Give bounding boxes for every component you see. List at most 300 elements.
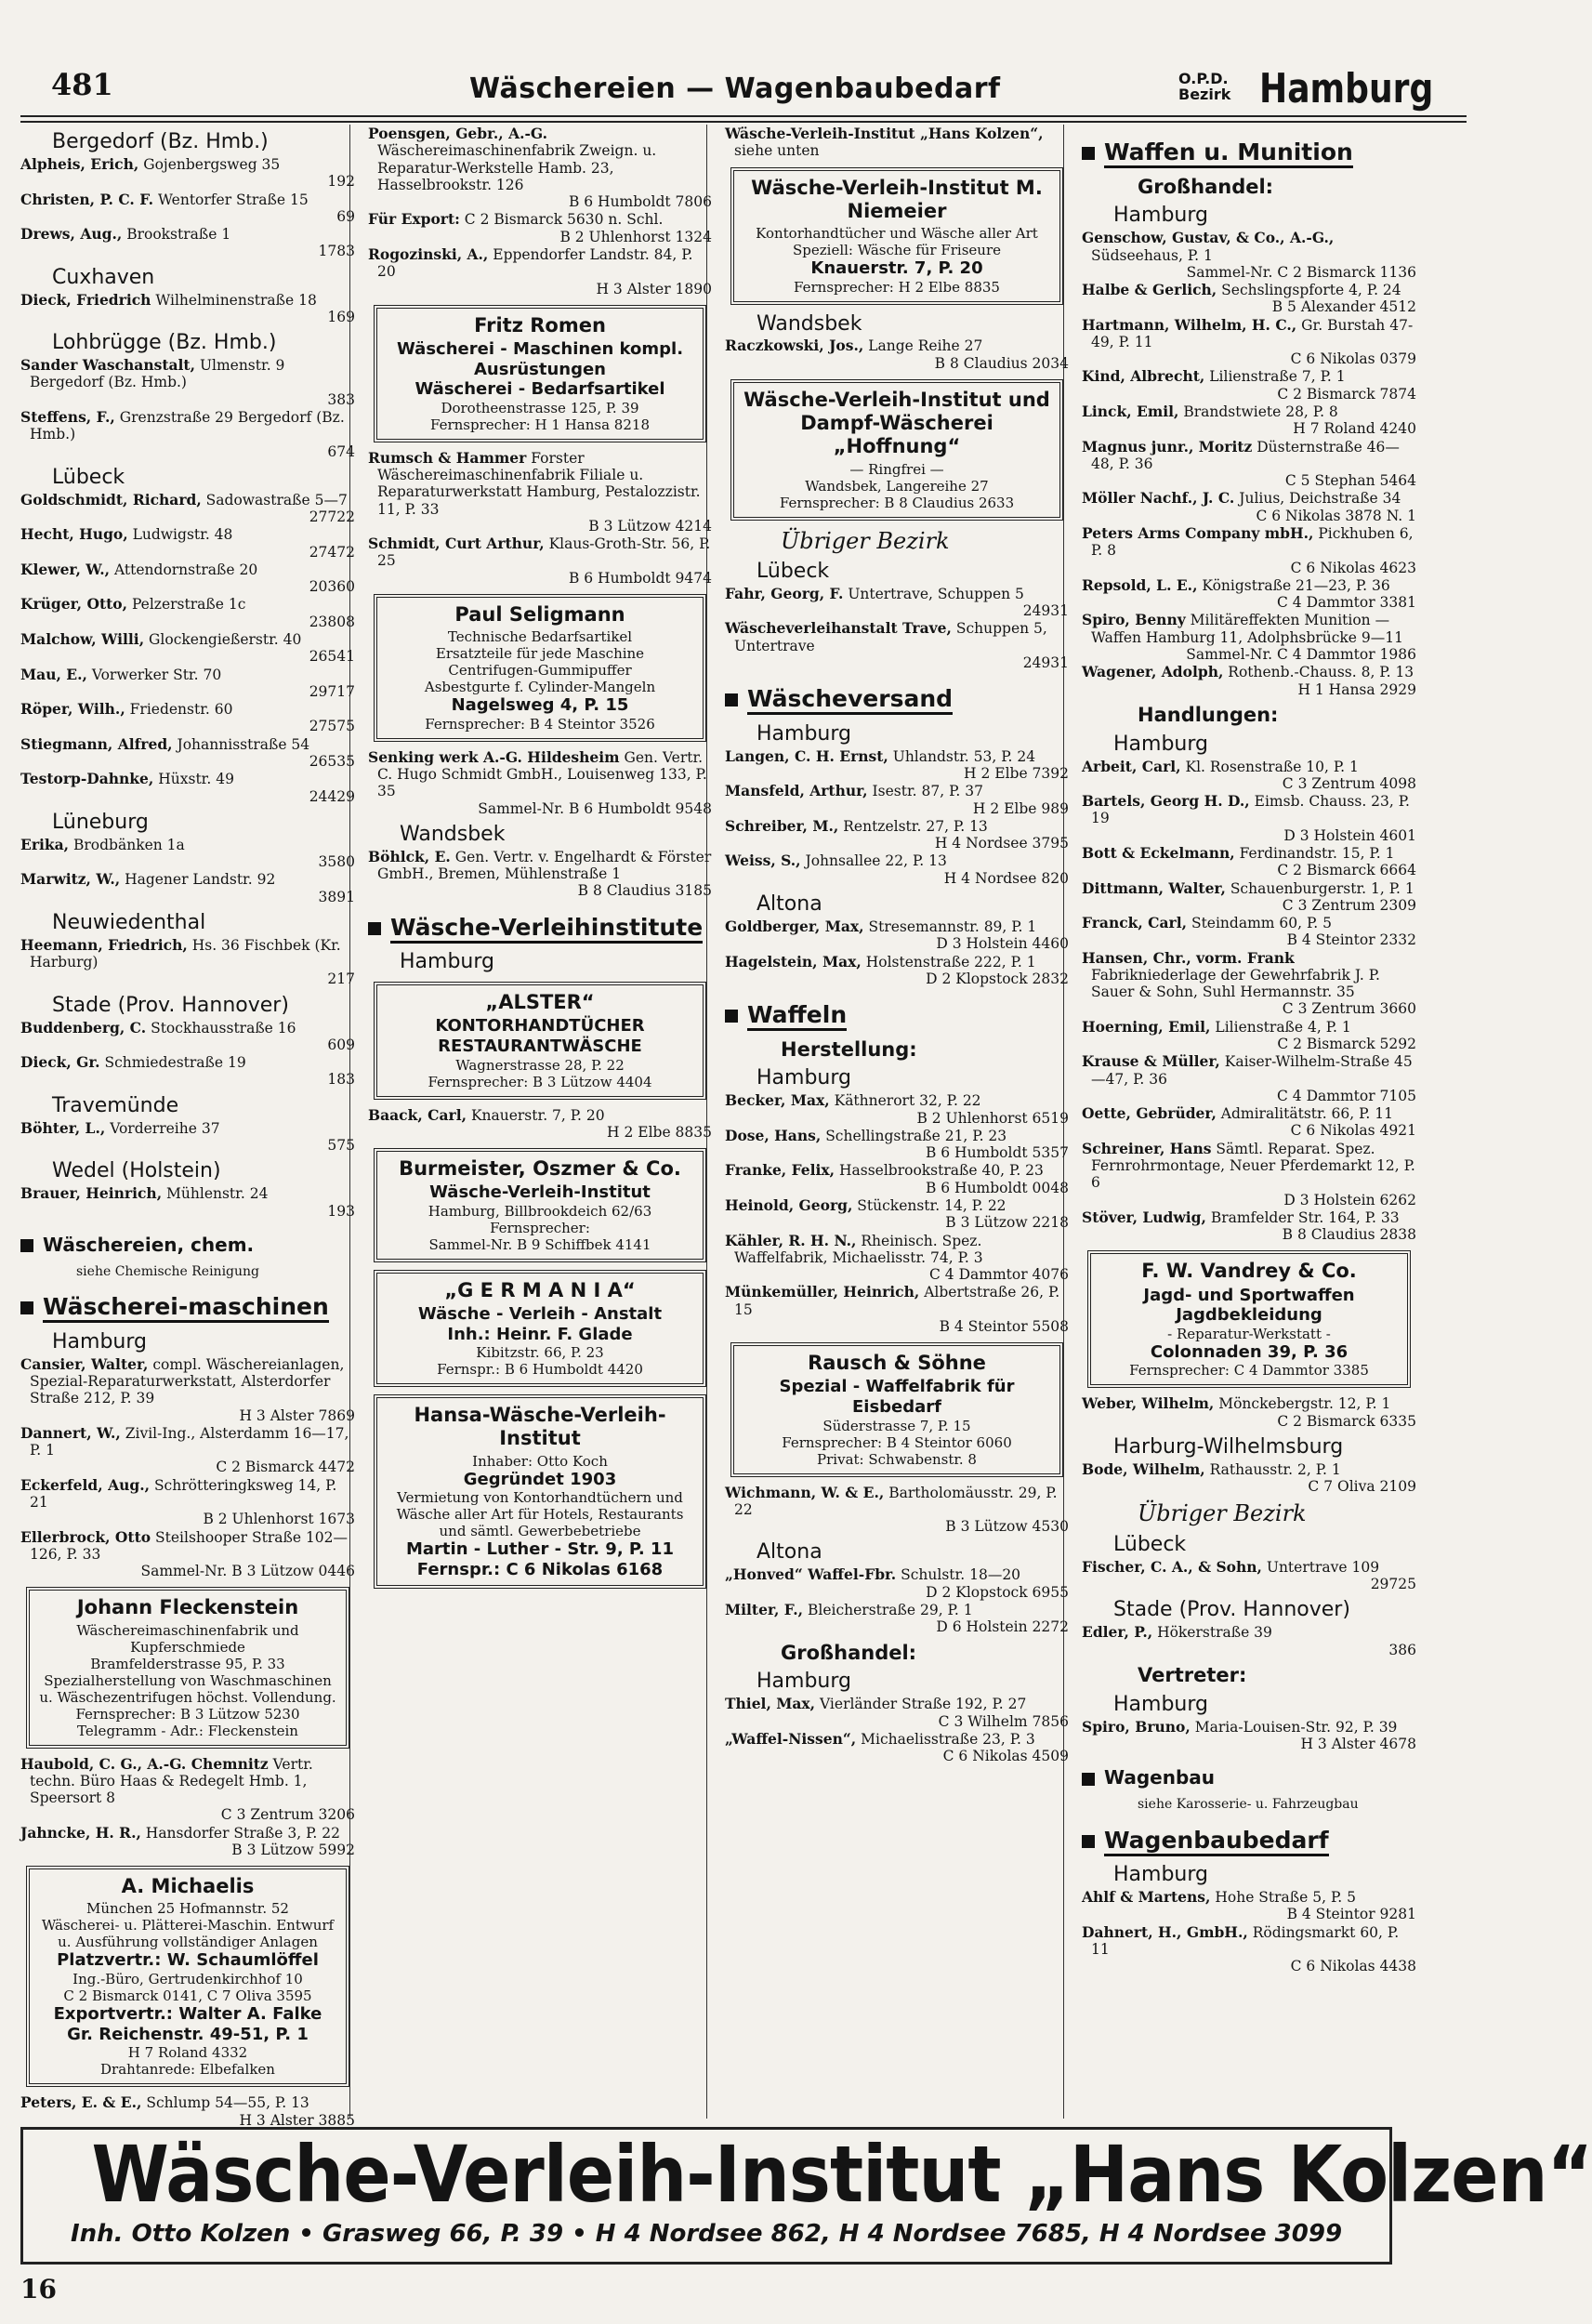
advertisement-hoffnung: Wäsche-Verleih-Institut und Dampf-Wäscherei „Hoffnung“ — Ringfrei — Wandsbek, Langereihe 27 Fernsprecher: B 8 Claudius 2633 [730, 379, 1063, 521]
entry-name: Genschow, Gustav, & Co., A.-G., [1082, 229, 1335, 247]
advertisement-seligmann: Paul Seligmann Technische Bedarfsartikel Ersatzteile für jede Maschine Centrifugen-Gummipuffer Asbestgurte f. Cylinder-Mangeln Nagelsweg 4, P. 15 Fernsprecher: B 4 Steintor 3526 [374, 594, 706, 742]
entry-phone: C 3 Zentrum 4098 [1282, 774, 1416, 792]
entry-name: Kähler, R. H. N., [725, 1231, 857, 1249]
entry-phone: C 3 Zentrum 3660 [1282, 1000, 1416, 1018]
entry-name: Ellerbrock, Otto [20, 1527, 151, 1546]
place-heading: Hamburg [1113, 1863, 1208, 1887]
entry-phone: 575 [327, 1137, 355, 1154]
entry-list [20, 492, 355, 805]
entry-text: Rödingsmarkt 60, P. 11 [1091, 1923, 1400, 1958]
list-item [1082, 577, 1416, 612]
entry-text: Holstenstraße 222, P. 1 [865, 953, 1036, 971]
entry-phone: C 4 Dammtor 4076 [929, 1266, 1069, 1284]
entry-phone: 383 [327, 390, 355, 408]
list-item [1082, 1889, 1416, 1923]
column-3 [725, 125, 1069, 2119]
entry-name: Ahlf & Martens, [1082, 1888, 1211, 1907]
cross-reference: siehe Karosserie- u. Fahrzeugbau [1138, 1797, 1359, 1813]
entry-text: Wilhelminenstraße 18 [155, 291, 317, 309]
list-item [20, 1425, 355, 1476]
list-item [20, 409, 355, 460]
list-item [20, 561, 355, 596]
place-heading: Hamburg [1113, 1692, 1208, 1716]
entry-phone: D 3 Holstein 4460 [936, 935, 1069, 953]
banner-title: Wäsche-Verleih-Institut „Hans Kolzen“ [91, 2129, 1592, 2220]
list-item: Edler, P., Hökerstraße 39 386 [1082, 1623, 1416, 1658]
header-rule [20, 115, 1467, 123]
entry-name: Weiss, S., [725, 852, 801, 870]
entry-name: Langen, C. H. Ernst, [725, 746, 888, 765]
entry-name: Poensgen, Gebr., A.-G. [368, 125, 548, 142]
entry-name: Mau, E., [20, 665, 87, 683]
page-number: 481 [51, 67, 113, 102]
city-heading: Hamburg [1259, 65, 1434, 112]
entry-phone: B 6 Humboldt 5357 [925, 1144, 1069, 1162]
list-item [20, 492, 355, 526]
list-item [368, 450, 712, 535]
entry-phone: B 2 Uhlenhorst 1673 [203, 1511, 355, 1528]
entry-name: Oette, Gebrüder, [1082, 1104, 1217, 1123]
entry-name: Steffens, F., [20, 407, 115, 426]
entry-text: Albertstraße 26, P. 15 [734, 1284, 1060, 1318]
entry-phone: B 2 Uhlenhorst 6519 [916, 1109, 1069, 1127]
entry-list [725, 1566, 1069, 1635]
entry-list [20, 937, 355, 988]
footer-code: 16 [20, 2274, 57, 2304]
entry-name: Brauer, Heinrich, [20, 1184, 163, 1203]
entry-phone: B 3 Lützow 4214 [588, 517, 712, 535]
place-heading: Lüneburg [52, 810, 149, 834]
advertisement-germania: „G E R M A N I A“ Wäsche - Verleih - Anstalt Inh.: Heinr. F. Glade Kibitzstr. 66, P. 23 Fernspr.: B 6 Humboldt 4420 [374, 1270, 706, 1387]
section-heading: Wäsche-Verleihinstitute [368, 913, 712, 944]
list-item [725, 1162, 1069, 1196]
entry-text: Fabrikniederlage der Gewehrfabrik J. P. Sauer & Sohn, Suhl Hermannstr. 35 [1091, 966, 1380, 1001]
entry-name: Dahnert, H., GmbH., [1082, 1922, 1248, 1941]
list-item [1082, 950, 1416, 1018]
entry-phone: D 2 Klopstock 2832 [926, 970, 1069, 987]
list-item [725, 1233, 1069, 1284]
list-item [1082, 490, 1416, 524]
list-item [1082, 368, 1416, 403]
entry-phone: C 3 Zentrum 3206 [220, 1806, 355, 1824]
advertisement-rausch: Rausch & Söhne Spezial - Waffelfabrik für Eisbedarf Süderstrasse 7, P. 15 Fernsprecher: B 4 Steintor 6060 Privat: Schwabenstr. 8 [730, 1342, 1063, 1476]
entry-name: Linck, Emil, [1082, 403, 1179, 421]
entry-text: Steilshooper Straße 102—126, P. 33 [30, 1528, 349, 1563]
entry-phone: C 6 Nikolas 4509 [942, 1748, 1069, 1765]
list-item [20, 191, 355, 226]
list-item [368, 246, 712, 297]
entry-name: Franke, Felix, [725, 1161, 835, 1180]
advertisement-vandrey: F. W. Vandrey & Co. Jagd- und Sportwaffen Jagdbekleidung - Reparatur-Werkstatt - Colonnaden 39, P. 36 Fernsprecher: C 4 Dammtor 3385 [1087, 1250, 1411, 1388]
entry-phone: H 3 Alster 1890 [596, 280, 712, 297]
entry-list [1082, 759, 1416, 1244]
entry-text: Stockhausstraße 16 [151, 1019, 296, 1037]
entry-phone: 609 [327, 1036, 355, 1053]
entry-name: Rumsch & Hammer [368, 448, 527, 467]
place-heading: Bergedorf (Bz. Hmb.) [52, 130, 269, 153]
entry-text: Isestr. 87, P. 37 [872, 783, 983, 800]
entry-phone: C 6 Nikolas 4921 [1290, 1122, 1416, 1140]
entry-name: Buddenberg, C. [20, 1018, 147, 1037]
entry-name: Jahncke, H. R., [20, 1823, 141, 1842]
entry-phone: C 6 Nikolas 0379 [1290, 350, 1416, 368]
entry-phone: B 6 Humboldt 7806 [568, 193, 712, 211]
square-bullet-icon [368, 922, 381, 935]
entry-text: Bleicherstraße 29, P. 1 [807, 1601, 973, 1618]
subheading: Großhandel: [781, 1641, 917, 1664]
place-heading: Wedel (Holstein) [52, 1159, 221, 1183]
entry-name: Schreiner, Hans [1082, 1139, 1212, 1157]
list-item: Weber, Wilhelm, Mönckebergstr. 12, P. 1 C 2 Bismarck 6335 [1082, 1394, 1416, 1430]
entry-text: Sadowastraße 5—7 [205, 491, 348, 508]
entry-text: Schuppen 5, Untertrave [734, 620, 1047, 654]
page-header [51, 65, 1434, 117]
entry-text: Sechslingspforte 4, P. 24 [1221, 282, 1401, 299]
entry-phone: C 2 Bismarck 6664 [1277, 862, 1416, 879]
entry-text: Gr. Burstah 47-49, P. 11 [1091, 316, 1414, 350]
entry-text: Vertr. techn. Büro Haas & Redegelt Hmb. 1, Speersort 8 [30, 1755, 313, 1807]
banner-subtitle: Inh. Otto Kolzen • Grasweg 66, P. 39 • H 4 Nordsee 862, H 4 Nordsee 7685, H 4 Nordsee 3099 [70, 2220, 1343, 2248]
entry-phone: 24931 [1022, 654, 1069, 671]
entry-phone: C 3 Wilhelm 7856 [938, 1712, 1069, 1730]
list-item [1082, 317, 1416, 368]
entry-phone: B 3 Lützow 5992 [231, 1842, 355, 1859]
place-heading: Altona [757, 1540, 822, 1565]
entry-name: Erika, [20, 835, 70, 853]
entry-name: Halbe & Gerlich, [1082, 281, 1217, 299]
place-heading: Harburg-Wilhelmsburg [1113, 1434, 1344, 1459]
entry-phone: B 6 Humboldt 0048 [925, 1179, 1069, 1196]
place-heading: Cuxhaven [52, 265, 155, 289]
entry-phone: H 1 Hansa 2929 [1297, 680, 1416, 698]
list-item [1082, 1209, 1416, 1244]
entry-name: Alpheis, Erich, [20, 154, 139, 173]
opd-label: O.P.D. Bezirk [1178, 70, 1231, 103]
entry-name: Hecht, Hugo, [20, 525, 128, 544]
place-heading: Übriger Bezirk [781, 527, 950, 554]
entry-phone: C 3 Zentrum 2309 [1282, 896, 1416, 914]
entry-phone: Sammel-Nr. C 4 Dammtor 1986 [1186, 645, 1416, 663]
section-heading: Waffeln [725, 1000, 1069, 1031]
entry-text: Pickhuben 6, P. 8 [1091, 525, 1414, 560]
entry-text: Ferdinandstr. 15, P. 1 [1239, 844, 1395, 862]
list-item [725, 918, 1069, 953]
entry-text: Königstraße 21—23, P. 36 [1202, 576, 1390, 594]
list-item [1082, 845, 1416, 879]
list-item [20, 871, 355, 905]
entry-text: Schauenburgerstr. 1, P. 1 [1230, 879, 1414, 897]
advertisement-hansa: Hansa-Wäsche-Verleih-Institut Inhaber: Otto Koch Gegründet 1903 Vermietung von Kontorhandtüchern und Wäsche aller Art für Hotels, Restaurants und sämtl. Gewerbebetriebe Martin - Luther - Str. 9, P. 11 Fernspr.: C 6 Nikolas 6168 [374, 1394, 706, 1589]
list-item [725, 620, 1069, 671]
list-item [1082, 282, 1416, 316]
list-item: Bode, Wilhelm, Rathausstr. 2, P. 1 C 7 Oliva 2109 [1082, 1459, 1416, 1496]
entry-name: Stöver, Ludwig, [1082, 1208, 1206, 1226]
entry-text: Glockengießerstr. 40 [149, 631, 302, 648]
entry-phone: 23808 [309, 613, 355, 630]
square-bullet-icon [20, 1239, 33, 1252]
list-item [725, 1696, 1069, 1730]
list-item [20, 1529, 355, 1580]
entry-name: „Honved“ Waffel-Fbr. [725, 1565, 897, 1584]
entry-phone: H 7 Roland 4240 [1293, 420, 1416, 438]
entry-text: Schellingstraße 21, P. 23 [825, 1127, 1007, 1144]
list-item [1082, 793, 1416, 844]
section-heading: Wäscherei-maschinen [20, 1292, 355, 1323]
entry-phone: D 6 Holstein 2272 [936, 1618, 1069, 1636]
advertisement-michaelis: A. Michaelis München 25 Hofmannstr. 52 Wäscherei- u. Plätterei-Maschin. Entwurf u. Ausführung vollständiger Anlagen Platzvertr.: W. Schaumlöffel Ing.-Büro, Gertrudenkirchhof 10 C 2 Bismarck 0141, C 7 Oliva 3595 Exportvertr.: Walter A. Falke Gr. Reichenstr. 49-51, P. 1 H 7 Roland 4332 Drahtanrede: Elbefalken [26, 1866, 349, 2087]
entry-text: Vorderreihe 37 [110, 1119, 220, 1137]
list-item [1082, 1105, 1416, 1140]
section-heading: Waffen u. Munition [1082, 138, 1416, 168]
entry-list [20, 1756, 355, 1859]
entry-name: Peters Arms Company mbH., [1082, 524, 1314, 542]
entry-text: Rothenb.-Chauss. 8, P. 13 [1228, 664, 1414, 681]
list-item [1082, 1924, 1416, 1975]
entry-text: Mühlenstr. 24 [166, 1185, 269, 1203]
list-item: Wäsche-Verleih-Institut „Hans Kolzen“, siehe unten [725, 125, 1044, 160]
entry-phone: 3580 [318, 853, 355, 871]
entry-phone: 193 [327, 1202, 355, 1220]
list-item [20, 701, 355, 735]
square-bullet-icon [725, 693, 738, 706]
entry-text: Hasselbrookstraße 40, P. 23 [838, 1162, 1044, 1180]
entry-phone: 69 [336, 207, 355, 225]
subheading: Handlungen: [1138, 703, 1279, 726]
entry-text: Käthnerort 32, P. 22 [834, 1092, 981, 1110]
entry-name: Bartels, Georg H. D., [1082, 792, 1250, 811]
list-item [725, 818, 1069, 852]
list-item [20, 667, 355, 701]
entry-name: Cansier, Walter, [20, 1354, 149, 1373]
entry-phone: B 5 Alexander 4512 [1271, 298, 1416, 316]
entry-name: Hoerning, Emil, [1082, 1017, 1211, 1036]
entry-name: Franck, Carl, [1082, 914, 1188, 932]
entry-text: Hohe Straße 5, P. 5 [1215, 1889, 1356, 1907]
cross-reference: siehe Chemische Reinigung [76, 1263, 259, 1279]
list-item [725, 1197, 1069, 1232]
entry-name: Drews, Aug., [20, 225, 123, 244]
entry-phone: C 6 Nikolas 3878 N. 1 [1256, 507, 1416, 524]
list-item [1082, 664, 1416, 698]
section-heading: Wäschereien, chem. [20, 1233, 355, 1257]
entry-text: Kaiser-Wilhelm-Straße 45—47, P. 36 [1091, 1053, 1413, 1088]
entry-phone: 20360 [309, 578, 355, 596]
entry-phone: 24429 [309, 787, 355, 805]
entry-text: C 2 Bismarck 5630 n. Schl. [464, 211, 664, 229]
entry-list [725, 918, 1069, 987]
entry-phone: 27722 [309, 508, 355, 526]
entry-name: Bott & Eckelmann, [1082, 843, 1235, 862]
directory-columns [20, 125, 1416, 2129]
entry-name: Testorp-Dahnke, [20, 770, 154, 788]
list-item: Spiro, Bruno, Maria-Louisen-Str. 92, P. 39 H 3 Alster 4678 [1082, 1717, 1416, 1752]
entry-list [20, 156, 355, 260]
entry-list [1082, 230, 1416, 698]
entry-name: Klewer, W., [20, 560, 111, 578]
list-item [20, 226, 355, 260]
entry-name: Haubold, C. G., A.-G. Chemnitz [20, 1754, 269, 1773]
square-bullet-icon [725, 1010, 738, 1023]
list-item [725, 852, 1069, 887]
entry-name: Marwitz, W., [20, 870, 121, 889]
entry-phone: C 4 Dammtor 3381 [1277, 594, 1416, 612]
section-heading: Wagenbau [1082, 1765, 1416, 1789]
entry-name: Goldschmidt, Richard, [20, 490, 202, 508]
entry-phone: H 4 Nordsee 820 [943, 869, 1069, 887]
entry-name: Wäscheverleihanstalt Trave, [725, 619, 952, 638]
entry-phone: C 2 Bismarck 4472 [216, 1459, 355, 1476]
place-heading: Hamburg [1113, 732, 1208, 756]
entry-phone: 26541 [309, 648, 355, 666]
list-item [1082, 230, 1416, 281]
entry-name: Fahr, Georg, F. [725, 584, 844, 602]
list-item [20, 526, 355, 561]
entry-phone: B 4 Steintor 2332 [1286, 931, 1416, 949]
column-4 [1082, 125, 1416, 2119]
entry-phone: D 3 Holstein 4601 [1283, 826, 1416, 844]
list-item [20, 1120, 355, 1155]
entry-text: Militäreffekten Munition — Waffen Hamburg 11, Adolphsbrücke 9—11 [1091, 612, 1403, 646]
entry-phone: 674 [327, 442, 355, 460]
place-heading: Hamburg [757, 1670, 851, 1694]
entry-phone: Sammel-Nr. C 2 Bismarck 1136 [1186, 263, 1416, 281]
place-heading: Stade (Prov. Hannover) [1113, 1598, 1350, 1622]
entry-name: Schmidt, Curt Arthur, [368, 535, 545, 553]
entry-name: Goldberger, Max, [725, 917, 864, 935]
entry-text: Hagener Landstr. 92 [125, 871, 276, 889]
entry-text: Hansdorfer Straße 3, P. 22 [145, 1824, 340, 1842]
list-item [1082, 612, 1416, 663]
entry-phone: B 4 Steintor 5508 [939, 1317, 1069, 1335]
list-item [1082, 1053, 1416, 1104]
place-heading: Neuwiedenthal [52, 910, 206, 934]
entry-name: Mansfeld, Arthur, [725, 782, 868, 800]
entry-name: Hartmann, Wilhelm, H. C., [1082, 315, 1297, 334]
entry-name: Heinold, Georg, [725, 1195, 853, 1214]
place-heading: Hamburg [52, 1329, 147, 1353]
entry-list [20, 357, 355, 460]
entry-name: Milter, F., [725, 1600, 804, 1618]
entry-name: Schreiber, M., [725, 816, 839, 835]
place-heading: Wandsbek [757, 311, 862, 336]
entry-phone: B 2 Uhlenhorst 1324 [559, 228, 712, 245]
entry-phone: D 2 Klopstock 6955 [926, 1583, 1069, 1601]
entry-phone: 24931 [1022, 602, 1069, 620]
entry-text: Forster Wäschereimaschinenfabrik Filiale u. Reparaturwerkstatt Hamburg, Pestalozzistr. 11, P. 33 [377, 449, 701, 518]
entry-name: Thiel, Max, [725, 1695, 816, 1713]
entry-list [368, 450, 712, 587]
list-item [1082, 880, 1416, 915]
subheading: Herstellung: [781, 1037, 917, 1061]
list-item: Senking werk A.-G. Hildesheim Gen. Vertr. C. Hugo Schmidt GmbH., Louisenweg 133, P. 35 Sammel-Nr. B 6 Humboldt 9548 [368, 747, 712, 817]
entry-name: Christen, P. C. F. [20, 190, 154, 208]
entry-text: Kl. Rosenstraße 10, P. 1 [1185, 758, 1359, 775]
entry-text: Bramfelder Str. 164, P. 33 [1210, 1208, 1400, 1226]
entry-name: Böhter, L., [20, 1118, 106, 1137]
place-heading: Übriger Bezirk [1138, 1500, 1307, 1527]
list-item [20, 1356, 355, 1424]
subheading: Großhandel: [1138, 175, 1274, 198]
entry-list [20, 837, 355, 905]
list-item [725, 954, 1069, 988]
entry-phone: H 2 Elbe 989 [972, 799, 1069, 817]
entry-text: Wentorfer Straße 15 [158, 191, 309, 208]
list-item: Peters, E. & E., Schlump 54—55, P. 13 H 3 Alster 3885 [20, 2093, 355, 2129]
entry-name: Sander Waschanstalt, [20, 356, 195, 375]
list-item [725, 1284, 1069, 1335]
section-heading: Wäscheversand [725, 684, 1069, 715]
entry-phone: C 6 Nikolas 4623 [1290, 559, 1416, 576]
place-heading: Stade (Prov. Hannover) [52, 993, 289, 1017]
list-item [1082, 915, 1416, 949]
entry-name: Heemann, Friedrich, [20, 935, 188, 954]
entry-text: Ludwigstr. 48 [132, 526, 233, 544]
entry-text: Ulmenstr. 9 Bergedorf (Bz. Hmb.) [30, 357, 285, 391]
entry-list [1082, 1889, 1416, 1974]
list-item [20, 292, 355, 326]
subheading: Vertreter: [1138, 1663, 1247, 1686]
entry-text: Sämtl. Reparat. Spez. Fernrohrmontage, Neuer Pferdemarkt 12, P. 6 [1091, 1140, 1415, 1192]
entry-name: Spiro, Benny [1082, 611, 1186, 629]
entry-text: Brandstwiete 28, P. 8 [1183, 403, 1338, 421]
entry-name: Dannert, W., [20, 1423, 121, 1442]
entry-text: Schrötteringksweg 14, P. 21 [30, 1476, 337, 1512]
entry-name: Krause & Müller, [1082, 1052, 1220, 1071]
entry-name: Für Export: [368, 210, 460, 229]
list-item: Raczkowski, Jos., Lange Reihe 27 B 8 Claudius 2034 [725, 337, 1069, 372]
list-item [725, 1566, 1069, 1601]
entry-name: Rogozinski, A., [368, 244, 489, 263]
entry-phone: C 6 Nikolas 4438 [1290, 1958, 1416, 1975]
entry-phone: 26535 [309, 752, 355, 770]
entry-list [20, 292, 355, 326]
advertisement-alster: „ALSTER“ KONTORHANDTÜCHER RESTAURANTWÄSCHE Wagnerstrasse 28, P. 22 Fernsprecher: B 3 Lützow 4404 [374, 982, 706, 1099]
entry-text: Stresemannstr. 89, P. 1 [868, 918, 1037, 935]
entry-text: Julius, Deichstraße 34 [1239, 490, 1401, 508]
entry-phone: D 3 Holstein 6262 [1283, 1191, 1416, 1208]
list-item [20, 937, 355, 988]
entry-name: Dieck, Friedrich [20, 290, 151, 309]
entry-text: Uhlandstr. 53, P. 24 [892, 747, 1036, 765]
column-2 [368, 125, 712, 2119]
list-item [20, 156, 355, 191]
running-title: Wäschereien — Wagenbaubedarf [469, 73, 1001, 105]
entry-name: Malchow, Willi, [20, 630, 145, 648]
entry-text: Zivil-Ing., Alsterdamm 16—17, P. 1 [30, 1424, 349, 1459]
entry-name: „Waffel-Nissen“, [725, 1729, 857, 1748]
entry-name: Krüger, Otto, [20, 595, 127, 614]
list-item: Baack, Carl, Knauerstr. 7, P. 20 H 2 Elbe 8835 [368, 1105, 712, 1141]
advertisement-burmeister: Burmeister, Oszmer & Co. Wäsche-Verleih-Institut Hamburg, Billbrookdeich 62/63 Fernsprecher: Sammel-Nr. B 9 Schiffbek 4141 [374, 1148, 706, 1262]
list-item [20, 596, 355, 630]
entry-text: Eppendorfer Landstr. 84, P. 20 [377, 245, 693, 281]
entry-text: Lilienstraße 4, P. 1 [1215, 1018, 1351, 1036]
list-item [725, 586, 1069, 620]
list-item [1082, 403, 1416, 438]
list-item [725, 1731, 1069, 1765]
entry-text: Admiralitätstr. 66, P. 11 [1220, 1105, 1394, 1123]
entry-text: Schmiedestraße 19 [104, 1054, 246, 1072]
entry-text: Hüxstr. 49 [158, 771, 234, 788]
entry-list [725, 748, 1069, 887]
entry-text: Untertrave, Schuppen 5 [848, 585, 1024, 602]
entry-list [20, 1120, 355, 1155]
entry-text: Rheinisch. Spez. Waffelfabrik, Michaelisstr. 74, P. 3 [734, 1232, 983, 1266]
list-item [368, 535, 712, 587]
entry-name: Dieck, Gr. [20, 1053, 100, 1072]
entry-text: Friedenstr. 60 [129, 701, 233, 719]
entry-text: Stückenstr. 14, P. 22 [857, 1196, 1007, 1214]
